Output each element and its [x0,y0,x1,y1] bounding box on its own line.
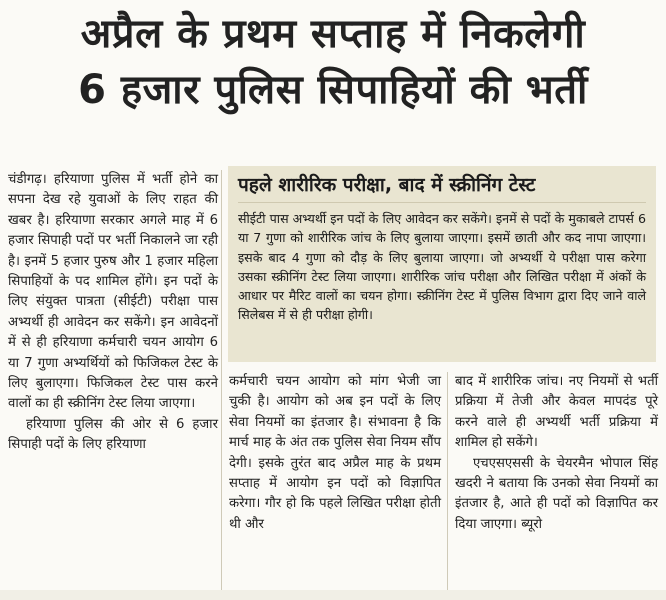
headline-line-2: 6 हजार पुलिस सिपाहियों की भर्ती [78,67,588,113]
paragraph: कर्मचारी चयन आयोग को मांग भेजी जा चुकी है। आयोग को अब इन पदों के लिए सेवा नियमों का इंतजार है। संभावना है कि मार्च माह के अंत तक पुलिस सेवा नियम सौंप देगी। इसके तुरंत बाद अप्रैल माह के प्रथम सप्ताह में आयोग इन पदों को विज्ञापित करेगा। गौर हो कि पहले लिखित परीक्षा होती थी और [229,374,441,532]
headline-line-1: अप्रैल के प्रथम सप्ताह में निकलेगी [80,11,586,57]
column-divider [447,372,448,590]
sidebar-box [228,166,656,362]
paragraph: बाद में शारीरिक जांच। नए नियमों से भर्ती प्रक्रिया में तेजी और केवल मापदंड पूरे करने वाले ही अभ्यर्थी भर्ती प्रक्रिया में शामिल हो सकेंगे। [455,374,658,451]
article-column-2 [229,372,441,535]
article-column-3 [455,372,658,535]
box-title: पहले शारीरिक परीक्षा, बाद में स्क्रीनिंग टेस्ट [238,172,646,203]
paragraph: हरियाणा पुलिस की ओर से 6 हजार सिपाही पदों के लिए हरियाणा [8,416,218,453]
headline [0,6,666,118]
paragraph: चंडीगढ़। हरियाणा पुलिस में भर्ती होने का सपना देख रहे युवाओं के लिए राहत की खबर है। हरियाणा सरकार अगले माह में 6 हजार सिपाही पदों पर भर्ती निकालने जा रही है। इनमें 5 हजार पुरुष और 1 हजार महिला सिपाहियों के पद शामिल होंगे। इन पदों के लिए संयुक्त पात्रता (सीईटी) परीक्षा पास अभ्यर्थी ही आवेदन कर सकेंगे। इन आवेदनों में से ही हरियाणा कर्मचारी चयन आयोग 6 या 7 गुणा अभ्यर्थियों को फिजिकल टेस्ट के लिए बुलाएगा। फिजिकल टेस्ट पास करने वालों का ही स्क्रीनिंग टेस्ट लिया जाएगा। [8,172,218,412]
box-body: सीईटी पास अभ्यर्थी इन पदों के लिए आवेदन कर सकेंगे। इनमें से पदों के मुकाबले टापर्स 6 या 7 गुणा को शारीरिक जांच के लिए बुलाया जाएगा। इसमें छाती और कद नापा जाएगा। इसके बाद 4 गुणा को दौड़ के लिए बुलाया जाएगा। जो अभ्यर्थी ये परीक्षा पास करेगा उसका स्क्रीनिंग टेस्ट लिया जाएगा। शारीरिक जांच परीक्षा और लिखित परीक्षा में अंकों के आधार पर मैरिट वालों का चयन होगा। स्क्रीनिंग टेस्ट में पुलिस विभाग द्वारा दिए जाने वाले सिलेबस में से ही परीक्षा होगी। [238,211,646,323]
article-column-1 [8,170,218,456]
page-bottom-edge [0,590,666,600]
paragraph: एचएसएससी के चेयरमैन भोपाल सिंह खदरी ने बताया कि उनको सेवा नियमों का इंतजार है, आते ही पदों को विज्ञापित कर दिया जाएगा। ब्यूरो [455,455,658,532]
column-divider [221,170,222,590]
